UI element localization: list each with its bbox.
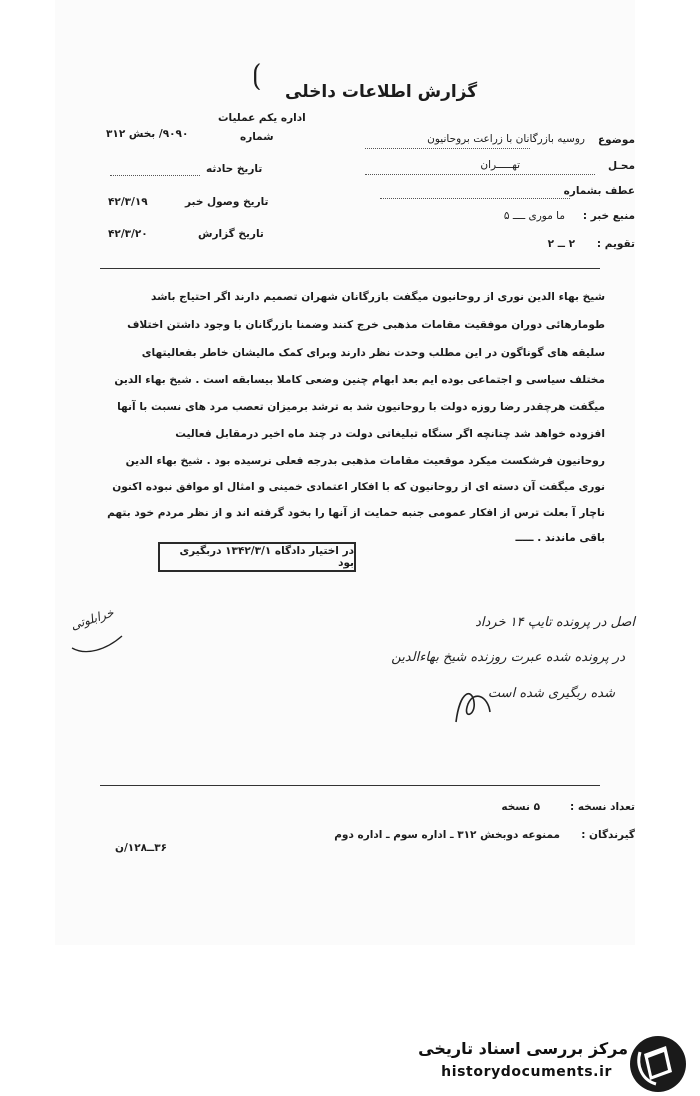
incident-date-label: تاریخ حادثه <box>206 163 263 175</box>
number-label: شماره <box>240 131 274 143</box>
branding-website: historydocuments.ir <box>441 1064 612 1080</box>
body-line-8: نوری میگفت آن دسته ای از روحانیون که با افکار اعتمادی خمینی و امثال او موافق نبوده اکنون <box>112 481 605 493</box>
copies-label: تعداد نسخه : <box>570 801 635 813</box>
body-line-7: روحانیون فرشکست میکرد موقعیت مقامات مذهبی بدرجه فعلی نرسیده بود . شیخ بهاء الدین <box>125 455 605 467</box>
subject-line <box>365 148 530 149</box>
header-divider <box>100 268 600 269</box>
report-date-value: ۴۲/۳/۲۰ <box>108 228 148 240</box>
archive-logo-icon <box>626 1032 690 1096</box>
department-name: اداره یکم عملیات <box>218 112 306 124</box>
subject-value: روسیه بازرگانان با زراعت بروحانیون <box>427 133 585 145</box>
place-value: تهـــــران <box>480 159 520 171</box>
body-line-4: مختلف سیاسی و اجتماعی بوده ایم بعد ابهام چنین وضعی کاملا بیسابقه است . شیخ بهاء الدین <box>114 374 605 386</box>
margin-signature: خرابلوتی <box>68 605 116 633</box>
body-line-3: سلیقه های گوناگون در این مطلب وحدت نظر دارند وبرای کمک مالیشان خاطر بفعالیتهای <box>141 347 605 359</box>
body-line-1: شیخ بهاء الدین نوری از روحانیون میگفت بازرگانان شهران تصمیم دارند اگر احتیاج باشد <box>150 291 605 303</box>
document-title: گزارش اطلاعات داخلی <box>285 82 478 102</box>
recipients-value: ممنوعه دوبخش ۳۱۲ ـ اداره سوم ـ اداره دوم <box>334 829 560 841</box>
body-line-10: باقی ماندند . ـــــ <box>515 532 605 544</box>
body-line-6: افزوده خواهد شد چنانچه اگر سنگاه تبلیغاتی دولت در چند ماه اخیر درمقابل فعالیت <box>175 428 605 440</box>
body-line-5: میگفت هرچقدر رضا روزه دولت با روحانیون شد به ترشد برمیزان تعصب مرد های نسبت با آنها <box>117 401 605 413</box>
received-date-value: ۴۲/۳/۱۹ <box>108 196 148 208</box>
rating-label: تقویم : <box>596 238 635 250</box>
place-line <box>365 174 595 175</box>
place-label: محـل <box>607 160 635 172</box>
reference-label: عطف بشماره <box>563 185 635 197</box>
body-line-2: طومارهائی دوران موفقیت مقامات مذهبی خرج کنند وضمنا بازرگانان با وجود داشتن اختلاف <box>127 319 605 331</box>
footer-divider <box>100 785 600 786</box>
source-value: ما موری ــــ ۵ <box>503 210 565 222</box>
recipients-label: گیرندگان : <box>581 829 635 841</box>
branding-name: مرکز بررسی اسناد تاریخی <box>418 1039 628 1058</box>
report-date-label: تاریخ گزارش <box>198 228 264 240</box>
subject-label: موضوع <box>598 134 635 146</box>
file-code: ۳۶ــ۱۲۸/ن <box>115 842 168 854</box>
rating-value: ۲ ــ ۲ <box>547 238 575 250</box>
handwritten-note-1: اصل در پرونده تایپ ۱۴ خرداد <box>475 615 635 630</box>
court-stamp <box>158 542 356 572</box>
reference-line <box>380 198 570 199</box>
handwritten-note-2: در پرونده شده عبرت روزنده شیخ بهاءالدین <box>391 650 625 665</box>
bracket-mark: ⟮ <box>252 58 262 91</box>
handwritten-note-3: شده ربگیری شده است <box>487 686 615 701</box>
margin-signature-flourish <box>68 628 128 658</box>
court-stamp-text: در اختیار دادگاه ۱۳۴۲/۳/۱ دربگیری بود <box>179 545 354 569</box>
handwritten-signature <box>450 682 495 727</box>
incident-date-line <box>110 175 200 176</box>
body-line-9: ناچار آ بعلت ترس از افکار عمومی جنبه حمایت از آنها را بخود گرفته اند و از نظر مردم خود بتهم <box>107 507 605 519</box>
number-value: ۹۰۹۰/ بخش ۳۱۲ <box>106 128 189 140</box>
source-label: منبع خبر : <box>582 210 635 222</box>
copies-value: ۵ نسخه <box>501 801 540 813</box>
received-date-label: تاریخ وصول خبر <box>185 196 269 208</box>
